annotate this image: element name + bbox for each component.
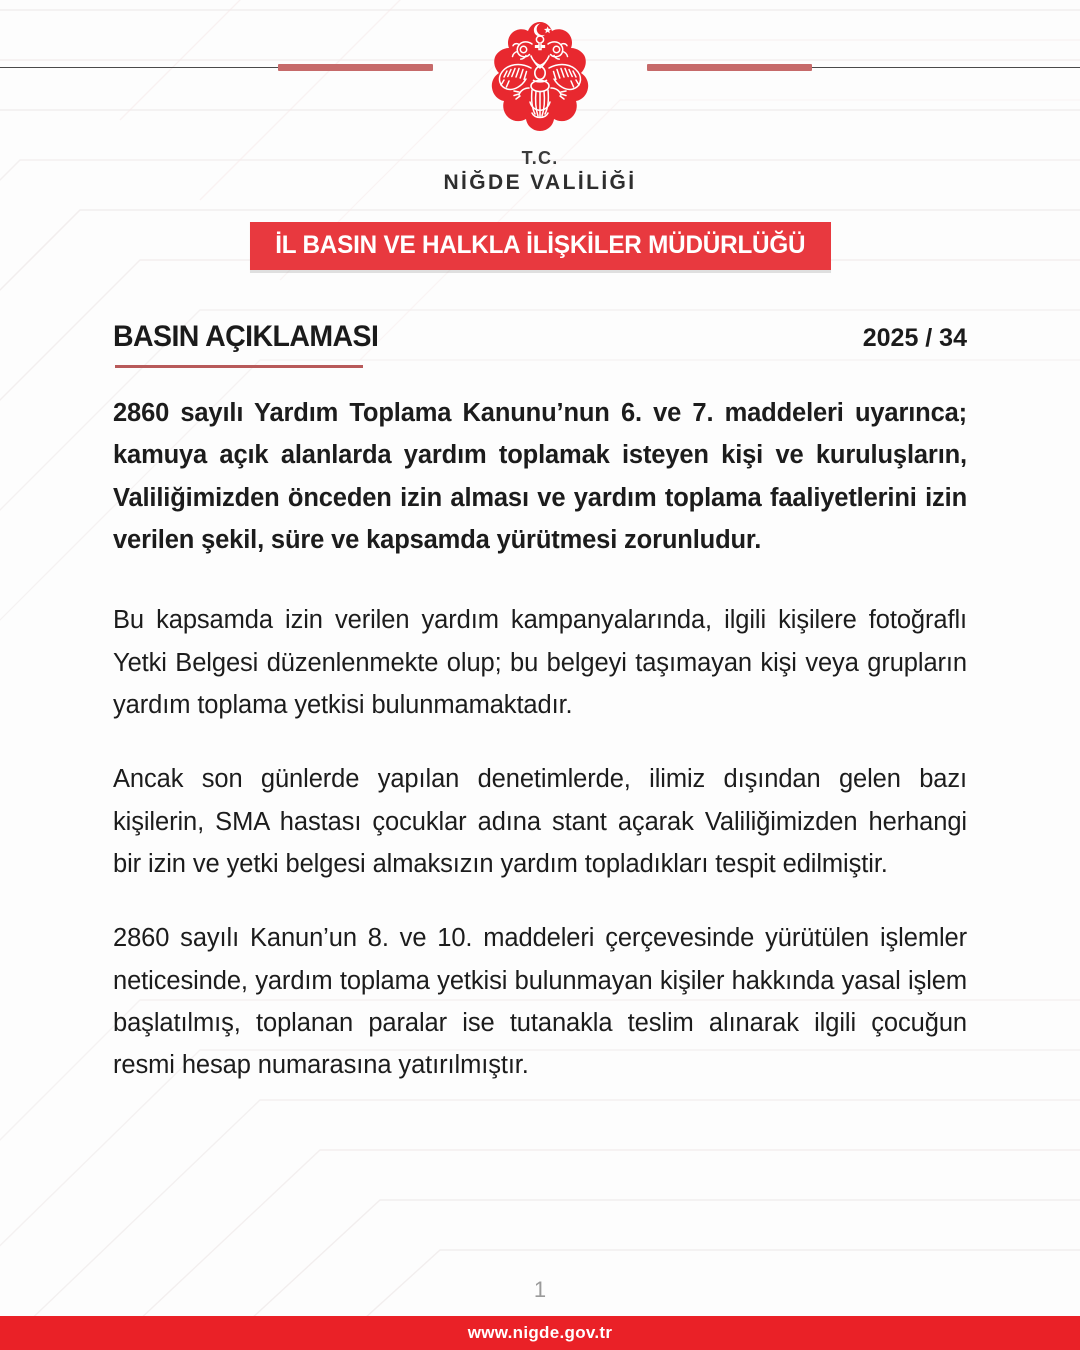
department-banner-container xyxy=(0,222,1080,270)
page-number: 1 xyxy=(533,1277,547,1302)
republic-abbreviation: T.C. xyxy=(521,148,559,168)
emblem-container xyxy=(0,18,1080,151)
paragraph-lead: 2860 sayılı Yardım Toplama Kanunu’nun 6. ve 7. maddeleri uyarınca; kamuya açık alanlarda yardım toplamak isteyen kişi ve kuruluşların, Valiliğimizden önceden izin alması ve yardım toplama faaliyetlerini izin verilen şekil, süre ve kapsamda yürütmesi zorunludur. xyxy=(113,399,967,554)
footer-website-url: www.nigde.gov.tr xyxy=(467,1323,613,1342)
paragraph-fourth: 2860 sayılı Kanun’un 8. ve 10. maddeleri çerçevesinde yürütülen işlemler neticesinde, yardım toplama yetkisi bulunmayan kişiler hakkında yasal işlem başlatılmış, toplanan paralar ise tutanakla teslim alınarak ilgili çocuğun resmi hesap numarasına yatırılmıştır. xyxy=(113,924,967,1080)
title-underline xyxy=(115,365,363,368)
page-title: BASIN AÇIKLAMASI xyxy=(113,320,379,353)
document-number: 2025 / 34 xyxy=(862,324,967,352)
document-body xyxy=(113,392,967,1087)
organization-name-block xyxy=(0,148,1080,195)
seljuk-double-headed-eagle-emblem-icon xyxy=(476,18,604,146)
document-title-row xyxy=(113,320,967,372)
paragraph-third: Ancak son günlerde yapılan denetimlerde, ilimiz dışından gelen bazı kişilerin, SMA hastası çocuklar adına stant açarak Valiliğimizden herhangi bir izin ve yetki belgesi almaksızın yardım topladıkları tespit edilmiştir. xyxy=(113,765,967,878)
department-banner: İL BASIN VE HALKLA İLİŞKİLER MÜDÜRLÜĞÜ xyxy=(250,222,831,270)
footer-bar xyxy=(0,1316,1080,1350)
governorship-name: NİĞDE VALİLİĞİ xyxy=(443,170,637,194)
paragraph-second: Bu kapsamda izin verilen yardım kampanyalarında, ilgili kişilere fotoğraflı Yetki Belgesi düzenlenmekte olup; bu belgeyi taşımayan kişi veya grupların yardım toplama yetkisi bulunmamaktadır. xyxy=(113,606,967,719)
